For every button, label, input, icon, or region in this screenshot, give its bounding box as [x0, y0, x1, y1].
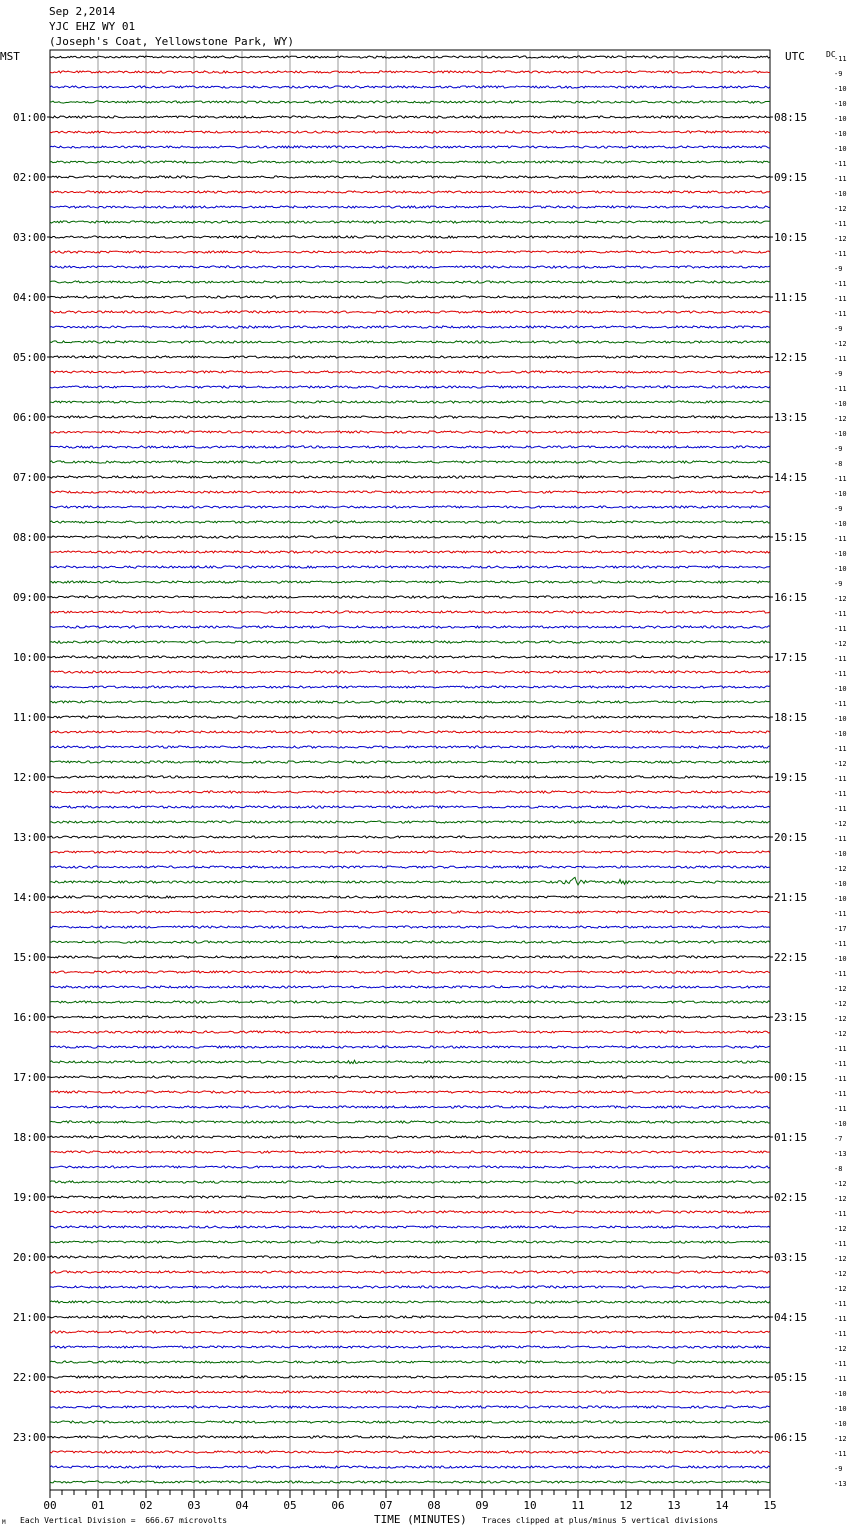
dc-offset-label: -11 — [834, 1045, 847, 1053]
x-tick-label: 02 — [139, 1499, 153, 1512]
dc-offset-label: -12 — [834, 820, 847, 828]
seismic-trace — [50, 791, 770, 793]
seismic-trace — [50, 281, 770, 283]
dc-offset-label: -12 — [834, 760, 847, 768]
seismic-trace — [50, 101, 770, 103]
dc-offset-label: -7 — [834, 1135, 843, 1143]
dc-offset-label: -9 — [834, 325, 843, 333]
dc-offset-label: -13 — [834, 1150, 847, 1158]
x-tick-label: 12 — [619, 1499, 633, 1512]
seismic-trace — [50, 1031, 770, 1033]
dc-offset-label: -11 — [834, 1240, 847, 1248]
x-tick-label: 06 — [331, 1499, 345, 1512]
seismic-trace — [50, 911, 770, 913]
seismic-trace — [50, 536, 770, 538]
seismic-trace — [50, 806, 770, 808]
utc-hour-label: 19:15 — [774, 771, 808, 784]
seismic-trace — [50, 1346, 770, 1348]
seismic-trace — [50, 446, 770, 448]
x-tick-label: 13 — [667, 1499, 681, 1512]
utc-hour-label: 12:15 — [774, 351, 808, 364]
seismic-trace — [50, 266, 770, 268]
mst-hour-label: 02:00 — [13, 171, 47, 184]
seismic-trace — [50, 521, 770, 523]
dc-offset-label: -11 — [834, 385, 847, 393]
seismic-trace — [50, 776, 770, 778]
x-tick-label: 10 — [523, 1499, 537, 1512]
dc-offset-label: -9 — [834, 505, 843, 513]
seismic-trace — [50, 1046, 770, 1048]
dc-offset-label: -10 — [834, 685, 847, 693]
x-tick-label: 11 — [571, 1499, 585, 1512]
seismic-trace — [50, 731, 770, 733]
seismic-trace — [50, 986, 770, 988]
dc-offset-label: -12 — [834, 1435, 847, 1443]
seismic-trace — [50, 311, 770, 313]
utc-hour-label: 01:15 — [774, 1131, 808, 1144]
dc-offset-label: -11 — [834, 610, 847, 618]
mst-hour-label: 21:00 — [13, 1311, 47, 1324]
utc-hour-label: 20:15 — [774, 831, 808, 844]
seismic-trace — [50, 296, 770, 298]
dc-offset-label: -13 — [834, 1480, 847, 1488]
seismic-trace — [50, 1136, 770, 1138]
dc-offset-label: -11 — [834, 1075, 847, 1083]
dc-offset-label: -10 — [834, 130, 847, 138]
seismic-trace — [50, 1271, 770, 1273]
dc-offset-label: -9 — [834, 70, 843, 78]
mst-hour-label: 05:00 — [13, 351, 47, 364]
dc-offset-label: -10 — [834, 400, 847, 408]
seismic-trace — [50, 1481, 770, 1483]
seismic-trace — [50, 191, 770, 193]
dc-offset-label: -12 — [834, 1285, 847, 1293]
utc-hour-label: 15:15 — [774, 531, 808, 544]
dc-offset-label: -8 — [834, 1165, 843, 1173]
dc-offset-label: -10 — [834, 190, 847, 198]
seismic-trace — [50, 1181, 770, 1183]
seismic-trace — [50, 161, 770, 163]
dc-offset-label: -10 — [834, 430, 847, 438]
x-tick-label: 09 — [475, 1499, 489, 1512]
dc-offset-label: -10 — [834, 730, 847, 738]
seismic-trace — [50, 1151, 770, 1153]
dc-offset-label: -11 — [834, 1300, 847, 1308]
dc-offset-label: -10 — [834, 1405, 847, 1413]
seismic-trace — [50, 716, 770, 718]
dc-offset-label: -12 — [834, 1255, 847, 1263]
seismic-trace — [50, 1106, 770, 1108]
seismic-trace — [50, 566, 770, 568]
seismic-trace — [50, 877, 770, 885]
utc-hour-label: 11:15 — [774, 291, 808, 304]
mst-hour-label: 09:00 — [13, 591, 47, 604]
seismic-trace — [50, 1316, 770, 1318]
x-tick-label: 04 — [235, 1499, 249, 1512]
dc-offset-label: -10 — [834, 115, 847, 123]
mst-hour-label: 01:00 — [13, 111, 47, 124]
dc-offset-label: -17 — [834, 925, 847, 933]
dc-offset-label: -11 — [834, 745, 847, 753]
seismic-trace — [50, 326, 770, 328]
dc-offset-label: -10 — [834, 565, 847, 573]
utc-hour-label: 14:15 — [774, 471, 808, 484]
mst-hour-label: 03:00 — [13, 231, 47, 244]
mst-hour-label: 22:00 — [13, 1371, 47, 1384]
seismic-trace — [50, 401, 770, 403]
seismic-trace — [50, 1001, 770, 1003]
dc-offset-label: -12 — [834, 595, 847, 603]
utc-hour-label: 10:15 — [774, 231, 808, 244]
seismic-trace — [50, 116, 770, 118]
seismic-trace — [50, 926, 770, 928]
dc-offset-label: -10 — [834, 850, 847, 858]
utc-hour-label: 03:15 — [774, 1251, 808, 1264]
dc-offset-label: -10 — [834, 1420, 847, 1428]
dc-offset-label: -11 — [834, 670, 847, 678]
seismic-trace — [50, 236, 770, 238]
dc-offset-label: -9 — [834, 445, 843, 453]
dc-offset-label: -11 — [834, 160, 847, 168]
seismic-trace — [50, 1421, 770, 1423]
dc-offset-label: -11 — [834, 1315, 847, 1323]
seismic-trace — [50, 1391, 770, 1393]
x-tick-label: 08 — [427, 1499, 441, 1512]
dc-offset-label: -11 — [834, 970, 847, 978]
clip-note: Traces clipped at plus/minus 5 vertical divisions — [482, 1516, 719, 1525]
x-tick-label: 01 — [91, 1499, 105, 1512]
seismic-trace — [50, 971, 770, 973]
seismic-trace — [50, 461, 770, 463]
mst-hour-label: 08:00 — [13, 531, 47, 544]
seismic-trace — [50, 1196, 770, 1198]
mst-hour-label: 20:00 — [13, 1251, 47, 1264]
seismic-trace — [50, 671, 770, 673]
seismic-trace — [50, 1121, 770, 1123]
seismic-trace — [50, 941, 770, 943]
seismic-trace — [50, 1376, 770, 1378]
x-tick-label: 14 — [715, 1499, 729, 1512]
dc-offset-label: -11 — [834, 1330, 847, 1338]
dc-offset-label: -11 — [834, 295, 847, 303]
dc-offset-label: -10 — [834, 100, 847, 108]
utc-hour-label: 04:15 — [774, 1311, 808, 1324]
dc-offset-label: -11 — [834, 775, 847, 783]
mst-hour-label: 11:00 — [13, 711, 47, 724]
utc-hour-label: 02:15 — [774, 1191, 808, 1204]
x-tick-label: 07 — [379, 1499, 393, 1512]
dc-offset-label: -11 — [834, 1450, 847, 1458]
station-location: (Joseph's Coat, Yellowstone Park, WY) — [49, 35, 295, 48]
x-tick-label: 05 — [283, 1499, 297, 1512]
dc-offset-label: -11 — [834, 1375, 847, 1383]
dc-offset-label: -10 — [834, 145, 847, 153]
seismic-trace — [50, 1331, 770, 1333]
seismic-trace — [50, 1060, 770, 1063]
seismic-trace — [50, 581, 770, 583]
utc-hour-label: 00:15 — [774, 1071, 808, 1084]
dc-offset-label: -10 — [834, 955, 847, 963]
dc-offset-label: -11 — [834, 1060, 847, 1068]
dc-offset-label: -11 — [834, 655, 847, 663]
seismic-trace — [50, 146, 770, 148]
seismic-trace — [50, 341, 770, 343]
seismic-trace — [50, 761, 770, 763]
utc-hour-label: 17:15 — [774, 651, 808, 664]
dc-offset-label: -11 — [834, 175, 847, 183]
dc-offset-label: -11 — [834, 220, 847, 228]
seismic-trace — [50, 71, 770, 73]
station-code: YJC EHZ WY 01 — [49, 20, 136, 33]
seismic-trace — [50, 356, 770, 358]
dc-offset-label: -11 — [834, 1090, 847, 1098]
seismic-trace — [50, 476, 770, 478]
mst-hour-label: 15:00 — [13, 951, 47, 964]
seismic-trace — [50, 836, 770, 838]
dc-offset-label: -10 — [834, 880, 847, 888]
seismic-trace — [50, 1286, 770, 1288]
mst-hour-label: 18:00 — [13, 1131, 47, 1144]
dc-offset-label: -11 — [834, 1360, 847, 1368]
dc-offset-label: -10 — [834, 550, 847, 558]
seismic-trace — [50, 491, 770, 493]
seismic-trace — [50, 956, 770, 958]
dc-offset-label: -11 — [834, 1105, 847, 1113]
mst-hour-label: 06:00 — [13, 411, 47, 424]
right-timezone-label: UTC — [785, 50, 805, 63]
utc-hour-label: 05:15 — [774, 1371, 808, 1384]
dc-offset-label: -11 — [834, 475, 847, 483]
seismic-trace — [50, 746, 770, 748]
seismic-trace — [50, 1076, 770, 1078]
dc-offset-label: -12 — [834, 985, 847, 993]
seismic-trace — [50, 221, 770, 223]
dc-offset-label: -10 — [834, 520, 847, 528]
utc-hour-label: 13:15 — [774, 411, 808, 424]
utc-hour-label: 22:15 — [774, 951, 808, 964]
seismic-trace — [50, 1211, 770, 1213]
utc-hour-label: 08:15 — [774, 111, 808, 124]
dc-offset-label: -9 — [834, 1465, 843, 1473]
dc-offset-label: -10 — [834, 490, 847, 498]
dc-offset-label: -12 — [834, 1015, 847, 1023]
seismic-trace — [50, 626, 770, 628]
dc-offset-label: -12 — [834, 235, 847, 243]
dc-offset-label: -10 — [834, 895, 847, 903]
mst-hour-label: 17:00 — [13, 1071, 47, 1084]
utc-hour-label: 09:15 — [774, 171, 808, 184]
x-tick-label: 15 — [763, 1499, 777, 1512]
utc-hour-label: 16:15 — [774, 591, 808, 604]
seismic-trace — [50, 1436, 770, 1438]
seismic-trace — [50, 686, 770, 688]
dc-offset-label: -12 — [834, 1030, 847, 1038]
utc-hour-label: 23:15 — [774, 1011, 808, 1024]
dc-offset-label: -12 — [834, 1270, 847, 1278]
dc-offset-label: -9 — [834, 370, 843, 378]
dc-offset-label: -11 — [834, 835, 847, 843]
seismic-trace — [50, 371, 770, 373]
utc-hour-label: 06:15 — [774, 1431, 808, 1444]
dc-offset-label: -12 — [834, 415, 847, 423]
seismic-trace — [50, 896, 770, 898]
mst-hour-label: 14:00 — [13, 891, 47, 904]
seismic-trace — [50, 251, 770, 253]
dc-offset-label: -11 — [834, 280, 847, 288]
corner-mark: M — [2, 1519, 6, 1526]
seismic-trace — [50, 131, 770, 133]
x-axis-title: TIME (MINUTES) — [374, 1513, 467, 1526]
x-tick-label: 03 — [187, 1499, 201, 1512]
dc-offset-label: -12 — [834, 1180, 847, 1188]
seismic-trace — [50, 701, 770, 703]
dc-offset-label: -10 — [834, 1120, 847, 1128]
dc-offset-label: -11 — [834, 250, 847, 258]
dc-offset-header: DC — [826, 50, 836, 59]
dc-offset-label: -9 — [834, 265, 843, 273]
mst-hour-label: 19:00 — [13, 1191, 47, 1204]
seismic-trace — [50, 506, 770, 508]
dc-offset-label: -10 — [834, 715, 847, 723]
dc-offset-label: -12 — [834, 640, 847, 648]
seismic-trace — [50, 551, 770, 553]
x-tick-label: 00 — [43, 1499, 57, 1512]
utc-hour-label: 21:15 — [774, 891, 808, 904]
dc-offset-label: -12 — [834, 865, 847, 873]
mst-hour-label: 13:00 — [13, 831, 47, 844]
dc-offset-label: -11 — [834, 1210, 847, 1218]
seismic-trace — [50, 1451, 770, 1453]
dc-offset-label: -11 — [834, 790, 847, 798]
seismic-trace — [50, 1466, 770, 1468]
seismic-trace — [50, 56, 770, 58]
dc-offset-label: -11 — [834, 310, 847, 318]
seismic-trace — [50, 416, 770, 418]
seismic-trace — [50, 431, 770, 433]
dc-offset-label: -12 — [834, 1195, 847, 1203]
seismic-trace — [50, 1166, 770, 1168]
seismic-trace — [50, 176, 770, 178]
dc-offset-label: -11 — [834, 55, 847, 63]
seismic-trace — [50, 851, 770, 853]
dc-offset-label: -11 — [834, 625, 847, 633]
left-timezone-label: MST — [0, 50, 20, 63]
dc-offset-label: -10 — [834, 85, 847, 93]
seismic-trace — [50, 1361, 770, 1363]
dc-offset-label: -12 — [834, 1225, 847, 1233]
dc-offset-label: -9 — [834, 580, 843, 588]
dc-offset-label: -11 — [834, 910, 847, 918]
seismic-trace — [50, 1241, 770, 1243]
seismic-trace — [50, 641, 770, 643]
dc-offset-label: -10 — [834, 1390, 847, 1398]
dc-offset-label: -8 — [834, 460, 843, 468]
mst-hour-label: 04:00 — [13, 291, 47, 304]
seismic-trace — [50, 1406, 770, 1408]
seismic-trace — [50, 866, 770, 868]
seismic-trace — [50, 1091, 770, 1093]
seismic-trace — [50, 1226, 770, 1228]
dc-offset-label: -11 — [834, 355, 847, 363]
dc-offset-label: -11 — [834, 700, 847, 708]
mst-hour-label: 10:00 — [13, 651, 47, 664]
seismic-trace — [50, 596, 770, 598]
seismic-trace — [50, 1256, 770, 1258]
mst-hour-label: 16:00 — [13, 1011, 47, 1024]
seismic-trace — [50, 206, 770, 208]
dc-offset-label: -11 — [834, 805, 847, 813]
dc-offset-label: -12 — [834, 1000, 847, 1008]
scale-note: Each Vertical Division = 666.67 microvolts — [20, 1516, 228, 1525]
seismic-trace — [50, 386, 770, 388]
seismic-trace — [50, 86, 770, 88]
plot-date: Sep 2,2014 — [49, 5, 116, 18]
seismic-trace — [50, 1301, 770, 1303]
utc-hour-label: 18:15 — [774, 711, 808, 724]
mst-hour-label: 12:00 — [13, 771, 47, 784]
seismic-trace — [50, 1016, 770, 1018]
seismic-trace — [50, 821, 770, 823]
dc-offset-label: -11 — [834, 535, 847, 543]
dc-offset-label: -11 — [834, 940, 847, 948]
seismic-trace — [50, 656, 770, 658]
dc-offset-label: -12 — [834, 1345, 847, 1353]
mst-hour-label: 23:00 — [13, 1431, 47, 1444]
dc-offset-label: -12 — [834, 340, 847, 348]
dc-offset-label: -12 — [834, 205, 847, 213]
mst-hour-label: 07:00 — [13, 471, 47, 484]
seismic-trace — [50, 611, 770, 613]
